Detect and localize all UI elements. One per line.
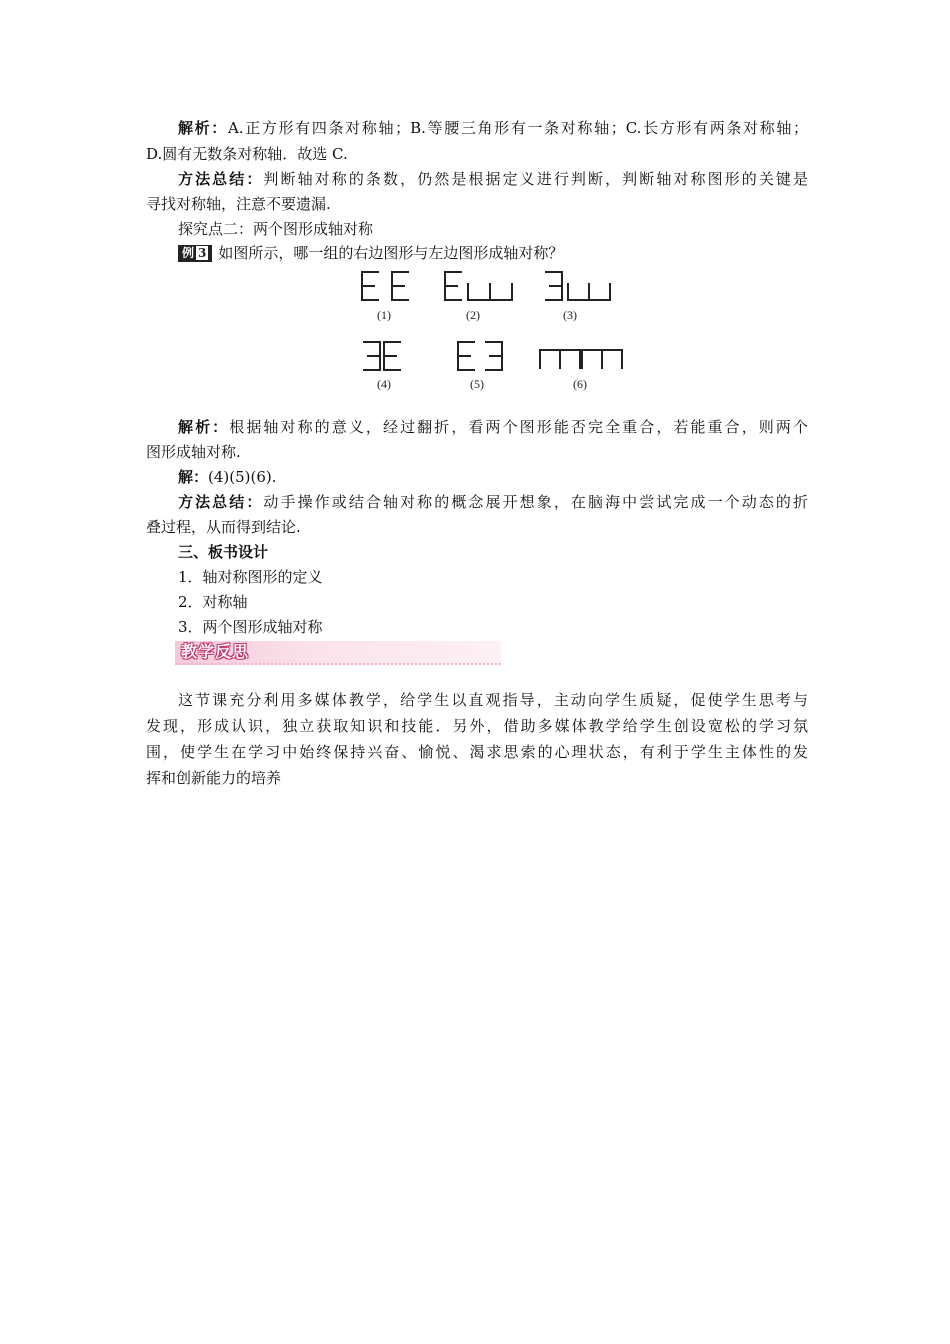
figure-6-right-shape <box>582 350 622 368</box>
figure-5-left-shape <box>458 342 474 370</box>
example3-answer <box>178 467 808 487</box>
example3-method-line1 <box>178 492 808 512</box>
figure-4-shapes <box>364 342 400 370</box>
reflection-line-4: 挥和创新能力的培养 <box>146 769 282 787</box>
board-design-heading-text: 三、板书设计 <box>178 543 269 561</box>
answer-text: (4)(5)(6). <box>208 468 277 486</box>
board-design-item-2: 2．对称轴 <box>178 593 248 611</box>
example2-analysis-line1 <box>178 118 808 138</box>
analysis-label: 解析： <box>178 418 230 436</box>
figure-4-left-shape <box>364 342 380 370</box>
analysis-label: 解析： <box>178 119 228 137</box>
board-design-item-3: 3．两个图形成轴对称 <box>178 618 323 636</box>
figure-label-3: (3) <box>563 308 577 322</box>
figure-label-5: (5) <box>470 377 484 391</box>
example3-method-line2: 叠过程，从而得到结论. <box>146 518 301 536</box>
figure-4-right-shape <box>384 342 400 370</box>
figure-label-1: (1) <box>377 308 391 322</box>
method-label: 方法总结： <box>178 170 264 188</box>
example-badge-text: 例 <box>182 246 195 260</box>
analysis-text: A.正方形有四条对称轴；B.等腰三角形有一条对称轴；C.长方形有两条对称轴； <box>227 119 808 137</box>
figure-1-right-shape <box>392 272 408 300</box>
example3-question <box>178 243 808 263</box>
reflection-line-3: 围，使学生在学习中始终保持兴奋、愉悦、渴求思索的心理状态，有利于学生主体性的发 <box>146 743 808 761</box>
example2-analysis-line2: D.圆有无数条对称轴．故选 C. <box>146 145 348 163</box>
figure-3-shapes <box>546 272 610 300</box>
figure-1-left-shape <box>362 272 378 300</box>
example-badge <box>178 245 212 262</box>
board-design-heading <box>178 542 808 562</box>
figure-5-shapes <box>458 342 502 370</box>
example-badge-number: 3 <box>198 246 207 260</box>
method-label: 方法总结： <box>178 493 264 511</box>
method-text: 判断轴对称的条数，仍然是根据定义进行判断，判断轴对称图形的关键是 <box>263 170 808 188</box>
analysis-text: 根据轴对称的意义，经过翻折，看两个图形能否完全重合，若能重合，则两个 <box>229 418 808 436</box>
figure-6-shapes <box>540 350 622 368</box>
symmetry-figure <box>352 268 632 398</box>
figure-2-left-shape <box>445 272 461 300</box>
reflection-line-1: 这节课充分利用多媒体教学，给学生以直观指导，主动向学生质疑，促使学生思考与 <box>178 691 808 709</box>
example3-analysis-line1 <box>178 417 808 437</box>
figure-2-right-shape <box>468 284 512 300</box>
figure-label-6: (6) <box>573 377 587 391</box>
reflection-banner <box>175 641 501 665</box>
figure-5-right-shape <box>486 342 502 370</box>
figure-2-shapes <box>445 272 512 300</box>
figure-label-4: (4) <box>377 377 391 391</box>
figure-3-left-shape <box>546 272 562 300</box>
figure-6-left-shape <box>540 350 580 368</box>
symmetry-figure-svg <box>352 268 632 398</box>
figure-label-2: (2) <box>466 308 480 322</box>
question-text: 如图所示，哪一组的右边图形与左边图形成轴对称？ <box>218 244 564 262</box>
board-design-item-1: 1．轴对称图形的定义 <box>178 568 323 586</box>
answer-label: 解： <box>178 468 209 486</box>
example2-method-line1 <box>178 169 808 189</box>
section2-heading: 探究点二：两个图形成轴对称 <box>178 220 374 238</box>
example2-method-line2: 寻找对称轴，注意不要遗漏. <box>146 195 331 213</box>
reflection-line-2: 发现，形成认识，独立获取知识和技能．另外，借助多媒体教学给学生创设宽松的学习氛 <box>146 717 808 735</box>
figure-1-shapes <box>362 272 408 300</box>
example3-analysis-line2: 图形成轴对称. <box>146 443 241 461</box>
figure-3-right-shape <box>568 284 610 300</box>
reflection-banner-title: 教学反思 <box>181 642 250 661</box>
method-text: 动手操作或结合轴对称的概念展开想象，在脑海中尝试完成一个动态的折 <box>263 493 808 511</box>
